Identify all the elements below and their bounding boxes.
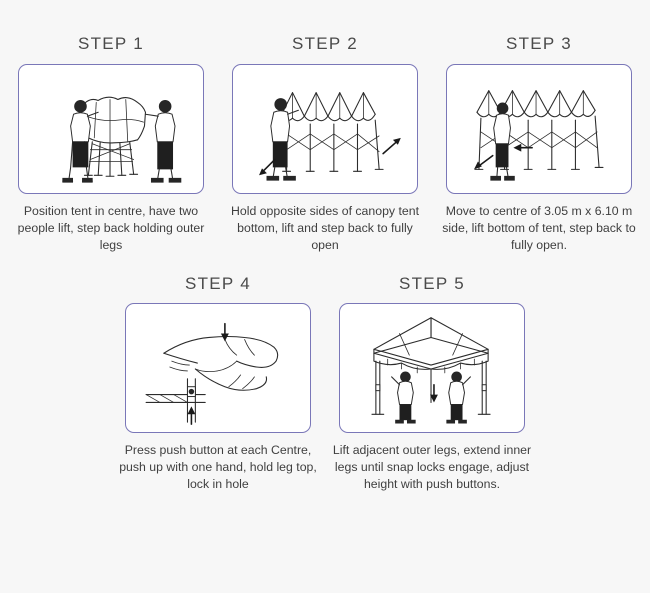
arrow-up-bottom	[187, 406, 195, 424]
steps-row-top	[0, 0, 650, 254]
arrow-right-up	[383, 138, 401, 154]
step-1-title: STEP 1	[77, 34, 145, 53]
step-2-title: STEP 2	[291, 34, 359, 53]
step-2-caption: Hold opposite sides of canopy tent bottom, lift and step back to fully open	[231, 204, 419, 252]
arrow-down-top	[221, 324, 229, 342]
step-5-illustration	[339, 303, 525, 433]
step-3-illustration	[446, 64, 632, 194]
step-5	[332, 274, 532, 493]
step-1	[16, 34, 206, 254]
arrow-left-down	[259, 160, 275, 176]
step-3	[444, 34, 634, 254]
step-5-caption: Lift adjacent outer legs, extend inner legs until snap locks engage, adjust height with push buttons.	[332, 443, 532, 491]
step-4	[119, 274, 317, 493]
step-3-title: STEP 3	[505, 34, 573, 53]
steps-row-bottom	[0, 254, 650, 493]
step-1-caption: Position tent in centre, have two people lift, step back holding outer legs	[17, 204, 205, 252]
step-4-title: STEP 4	[184, 274, 252, 293]
step-2	[230, 34, 420, 254]
step-1-illustration	[18, 64, 204, 194]
arrow-left-inner	[513, 144, 532, 152]
step-5-title: STEP 5	[398, 274, 466, 293]
step-4-illustration	[125, 303, 311, 433]
step-4-caption: Press push button at each Centre, push up with one hand, hold leg top, lock in hole	[119, 443, 317, 491]
step-2-illustration	[232, 64, 418, 194]
step-3-caption: Move to centre of 3.05 m x 6.10 m side, lift bottom of tent, step back to fully open.	[442, 204, 636, 252]
arrow-left-outer	[474, 156, 493, 170]
